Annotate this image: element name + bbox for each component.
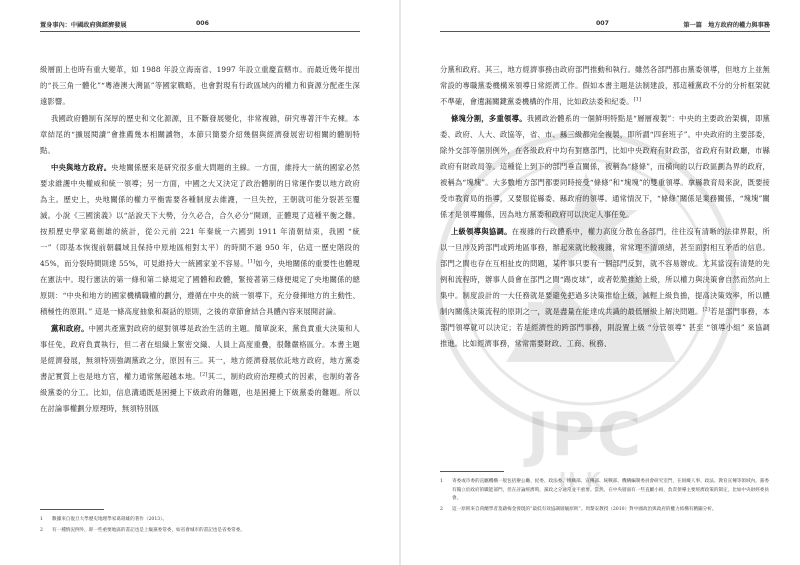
paragraph — [440, 62, 770, 110]
paragraph: 級層面上也時有重大變革，如 1988 年設立海南省、1997 年設立重慶直轄市。而最近幾年提出的“長三角一體化”“粵港澳大灣區”等國家戰略，也會對現有行政區域內的權力和資源分配產生深遠影響。 — [40, 65, 360, 106]
header-rule — [440, 31, 770, 32]
section-subheading: 上級領導與協調。 — [450, 227, 512, 236]
paragraph-text: 其二，制約政府治理模式的因素，也制約著各級黨委的分工。比如，信息溝通既是困擾上下級政府的難題，也是困擾上下級黨委的難題。所以在討論事權劃分原理時，無須特別區 — [40, 372, 361, 413]
header-rule — [40, 31, 360, 32]
footnote-text: 這一原則來自荷蘭學者莫藉梅金發現的“最低有效協調層級原則”。周黎安教授（2010）對中國政治與政府的權力結構有精闢分析。 — [452, 506, 717, 512]
left-running-header — [40, 17, 360, 29]
chapter-title-header: 第一篇 地方政府的權力與事務 — [683, 22, 770, 29]
section-subheading: 黨和政府。 — [50, 324, 89, 333]
paragraph-text: 分黨和政府。其三，地方經濟事務由政府部門推動和執行。雖然各部門都由黨委領導，但地方上並無常設的專職黨委機構來領導日常經濟工作。假如本書主題是法制建設，那這種黨政不分的分析框架就不準確，會遺漏關鍵黨委機構的作用，比如政法委和紀委。 — [440, 65, 770, 106]
footnote — [40, 527, 360, 536]
section-subheading: 條塊分割，多重領導。 — [450, 114, 527, 123]
footnote-marker[interactable]: [2] — [702, 306, 711, 313]
footnote-marker[interactable]: [1] — [247, 258, 256, 265]
footnote — [440, 478, 770, 504]
right-footnotes — [440, 478, 770, 516]
left-page-number: 006 — [196, 20, 209, 27]
footnote-text: 數據來自復旦大學歷史地理學家葛劍雄的著作（2013）。 — [52, 517, 168, 522]
paragraph-text: 如今，央地關係的重要性也體現在憲法中。現行憲法的第一條和第二條規定了國體和政體，緊接著第三條便規定了央地關係的總原則：“中央和地方的國家機構職權的劃分，遵循在中央的統一領導下，充分發揮地方的主動性、積極性的原則。” 這是一條高度抽象和凝話的原則，之後的章節會結合具體內容來展開討論。 — [40, 259, 360, 316]
paragraph: 我國政府體制有深厚的歷史和文化源源，且不斷發展變化，非常複雜，研究專著汗牛充棟。本章結尾的“擴展閱讀”會推薦幾本相關讀物，本節只簡要介紹幾個與經濟發展密切相關的體制特點。 — [40, 114, 360, 155]
footnote — [40, 516, 360, 525]
footnote-number: 2 — [40, 527, 43, 533]
footnote-number: 1 — [440, 479, 443, 484]
footnote-separator — [40, 509, 104, 510]
paragraph-text: 中國共產黨對政府的絕對領導是政治生活的主題。簡單說來，黨負責重大決策和人事任免，政府負責執行，但二者在組織上緊密交織、人員上高度重疊，很難嚴格區分。本書主題是經濟發展，無須特別強調黨政之分，原因有三。其一，地方經濟發展依託地方政府，地方黨委書記實質上也是地方官，權力通常無超越本地。 — [40, 324, 360, 381]
section-subheading: 中央與地方政府。 — [50, 163, 112, 172]
right-running-header — [440, 17, 770, 29]
footnote-number: 2 — [440, 506, 443, 512]
paragraph — [440, 111, 770, 223]
paragraph — [440, 224, 770, 352]
footnote-number: 1 — [40, 517, 43, 522]
footnote-marker[interactable]: [1] — [633, 96, 642, 103]
paragraph-text: 在複雜的行政體系中，權力高度分散在各部門，往往沒有清晰的法律界限，所以一旦涉及跨部門或跨地區事務，辦起來就比較複雜，常常理不清頭緒，甚至面對相互矛盾的信息。部門之間也存在互相扯皮的問題，某件事只要有一個部門反對，就不容易辦成。尤其當沒有清楚的先例和流程時，辦事人員會在部門之間“踢皮球”，或者乾脆推給上級，所以權力與決策會自然而然向上集中。制度設計的一大任務就是要避免把過多決策推給上級，減輕上級負擔，提高決策效率，所以體制內關係決策流程的原則之一，就是盡量在能達成共識的最低層級上解決問題。 — [440, 227, 770, 316]
footnote-text: 寄委或市委的直屬機構一般包括辦公廳、紀委、政法委、組織部、宣傳部、統戰部、機構編制委員會研究室門，在組織人事、政法、教育宣傳等領域內，黨委有獨立於政府的職能部門，但在討論經濟時，黨政之分通常並不重要。當然，在中央層面有一些直屬小組，負責領導主要經濟政策的制定，比如中央財經委員會。 — [452, 479, 769, 501]
left-body-text — [40, 62, 360, 418]
book-title-header: 置身事內：中國政府與經濟發展 — [40, 22, 127, 29]
book-gutter — [399, 0, 401, 565]
footnote-marker[interactable]: [2] — [200, 371, 208, 378]
watermark-subletters: HK — [558, 468, 612, 492]
paragraph — [40, 160, 360, 320]
watermark-letters: JPC — [526, 400, 644, 470]
right-body-text — [440, 62, 770, 353]
paragraph-text: 我國政治體系的一個鮮明特點是“層層複製”：中央的主要政治架構，即黨委、政府、人大、政協等，省、市、縣三級都完全複製，即所謂“四套班子”。中央政府的主要部委，除外交部等個別例外，在各級政府中均有對應部門，比如中央政府有財政部，省政府有財政廳，市縣政府有財政局等。這種從上到下的部門垂直關係，被稱為“條條”，而橫向的以行政區劃為界的政府，被稱為“塊塊”。大多數地方部門都要同時接受“條條”和“塊塊”的雙重領導。拿縣教育局來說，既要接受市教育局的指導，又要服從縣委、縣政府的領導。通常情況下，“條條”關係是業務關係，“塊塊”關係才是領導關係，因為地方黨委和政府可以決定人事任免。 — [440, 114, 770, 219]
footnote-text: 有一種情況例外，即一些重要地區的書記也是上級黨委常委，如省會城市的書記也是省委常委。 — [52, 527, 245, 533]
paragraph — [40, 321, 360, 417]
left-footnotes — [40, 516, 360, 537]
footnote-separator — [440, 471, 504, 472]
paragraph-text: 若是部門事務，本部門領導就可以決定；若是經濟性的跨部門事務，則設置上級 “分管領導” 甚至 “領導小組” 來協調推進。比如經濟事務，常常需要財政、工商、稅務、 — [440, 307, 771, 348]
paragraph-text: 央地關係歷來是研究很多重大問題的主線。一方面，維持大一統的國家必然要求維護中央權威和統一領導；另一方面，中國之大又決定了政治體制的日常運作要以地方政府為主。歷史上，央地關係的權力平衡需要各種制度去維護，一旦失控，王朝就可能分裂甚至覆滅。小說《三國演義》以“話說天下大勢，分久必合，合久必分”開頭，正體現了這種平衡之難。按照歷史學家葛劍雄的統計，從公元前 221 年秦統一六國到 1911 年清朝結束，我國 “統一”（即基本恢復前朝疆域且保持中原地區相對太平）的時間不過 950 年，佔這一歷史階段的 45%，而分裂時間則達 55%，可見維持大一統國家並不容易。 — [40, 163, 360, 268]
right-page-number: 007 — [596, 20, 609, 27]
footnote — [440, 506, 770, 515]
